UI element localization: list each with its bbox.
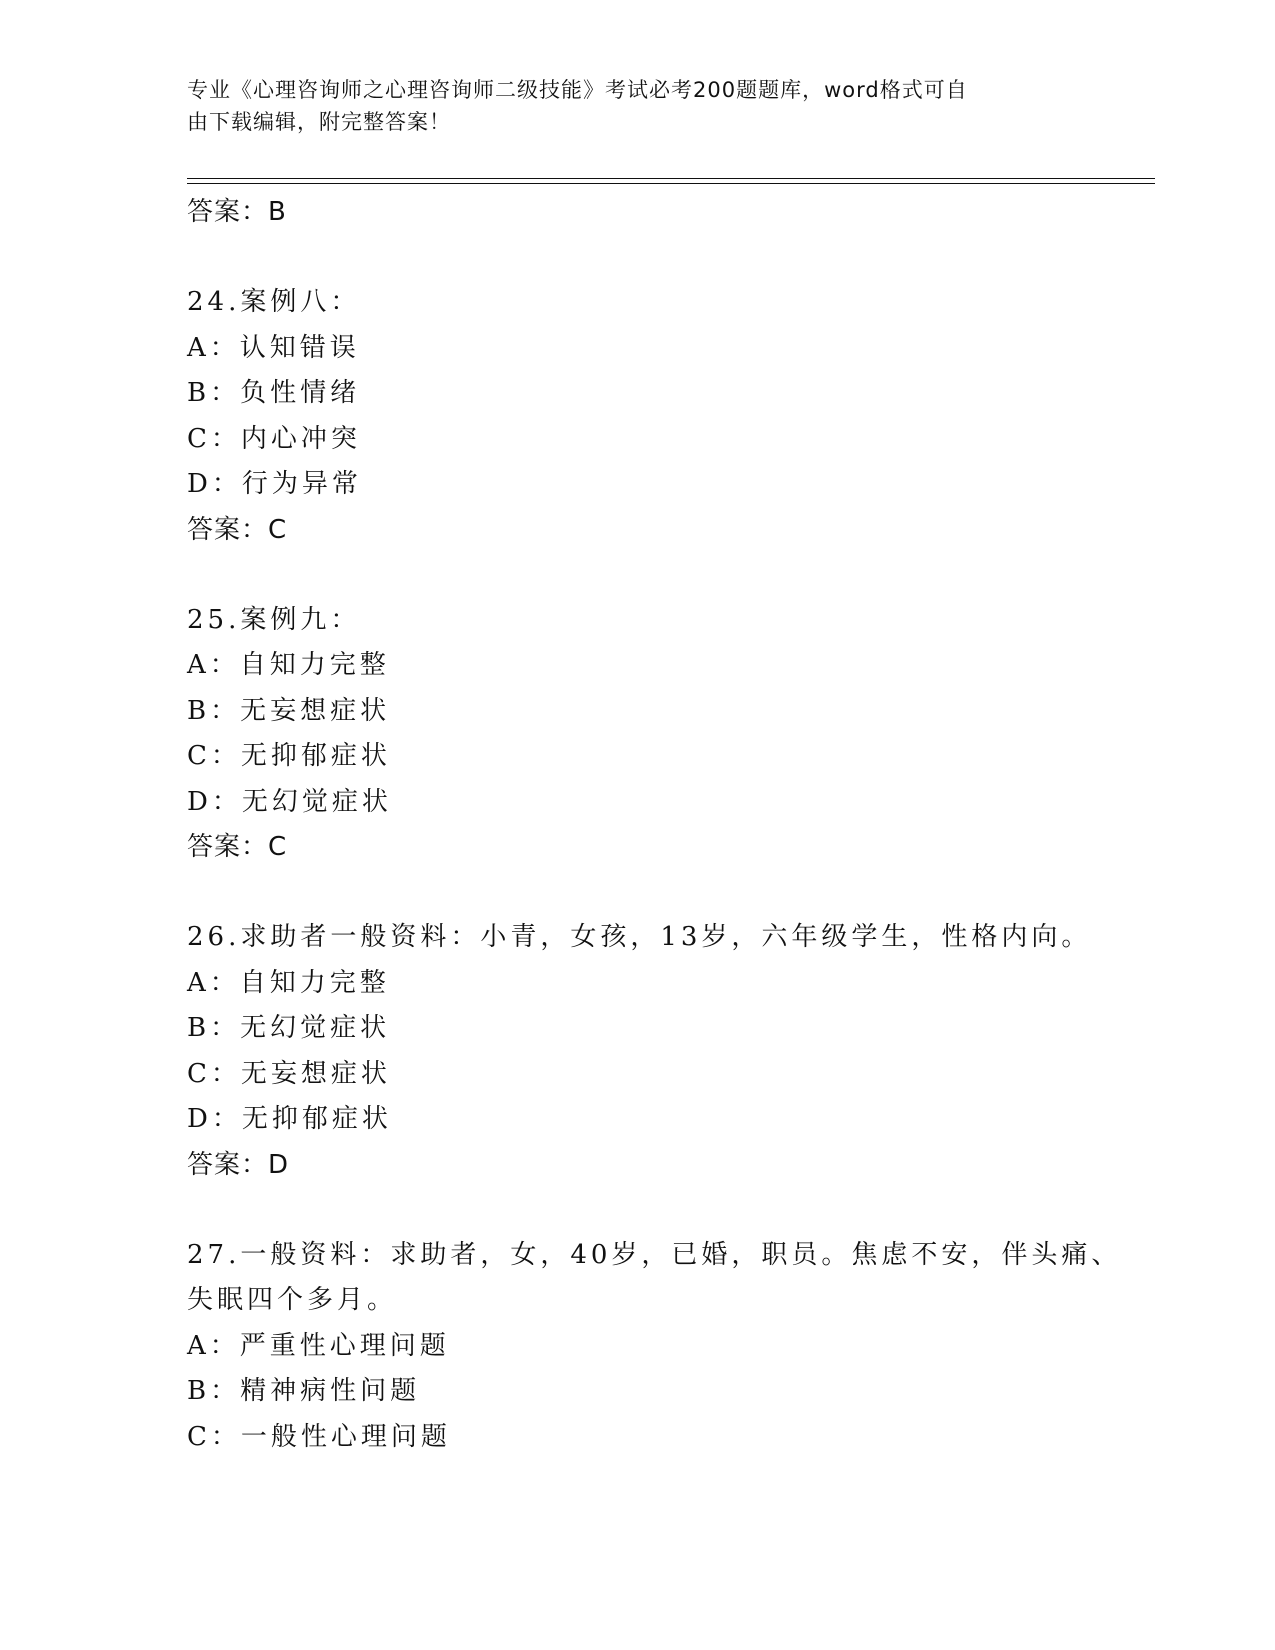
question-title: 26.求助者一般资料：小青，女孩，13岁，六年级学生，性格内向。 [187,922,1092,952]
question-25 [187,598,1147,870]
header-divider-top [187,178,1155,179]
option-b: B：负性情绪 [187,378,361,408]
option-a: A：认知错误 [187,332,360,363]
answer-line: 答案：B [187,197,287,227]
option-b: B：无幻觉症状 [187,1013,391,1043]
answer-line: 答案：C [187,832,288,862]
document-header [187,74,1067,138]
option-d: D：无幻觉症状 [187,786,392,817]
option-b: B：无妄想症状 [187,695,391,726]
option-a: A：自知力完整 [187,650,390,680]
option-b: B：精神病性问题 [187,1376,421,1406]
option-c: C：内心冲突 [187,423,361,454]
question-title-line-1: 27.一般资料：求助者，女，40岁，已婚，职员。焦虑不安，伴头痛、 [187,1239,1122,1270]
option-d: D：无抑郁症状 [187,1104,392,1134]
question-title: 25.案例九： [187,604,361,635]
option-c: C：无抑郁症状 [187,741,391,771]
question-24 [187,280,1147,552]
header-line-1: 专业《心理咨询师之心理咨询师二级技能》考试必考200题题库，word格式可自 [187,78,968,102]
option-c: C：一般性心理问题 [187,1421,451,1452]
answer-line: 答案：D [187,1149,290,1180]
question-title: 24.案例八： [187,287,361,317]
option-a: A：严重性心理问题 [187,1330,450,1361]
option-d: D：行为异常 [187,469,362,499]
question-26 [187,915,1147,1187]
question-title-line-2: 失眠四个多月。 [187,1285,398,1315]
header-divider-bottom [187,183,1155,184]
answer-line: 答案：C [187,514,288,545]
question-list [187,190,1147,1460]
option-a: A：自知力完整 [187,967,390,998]
header-line-2: 由下载编辑，附完整答案！ [187,110,451,134]
question-27 [187,1233,1147,1461]
option-c: C：无妄想症状 [187,1058,391,1089]
